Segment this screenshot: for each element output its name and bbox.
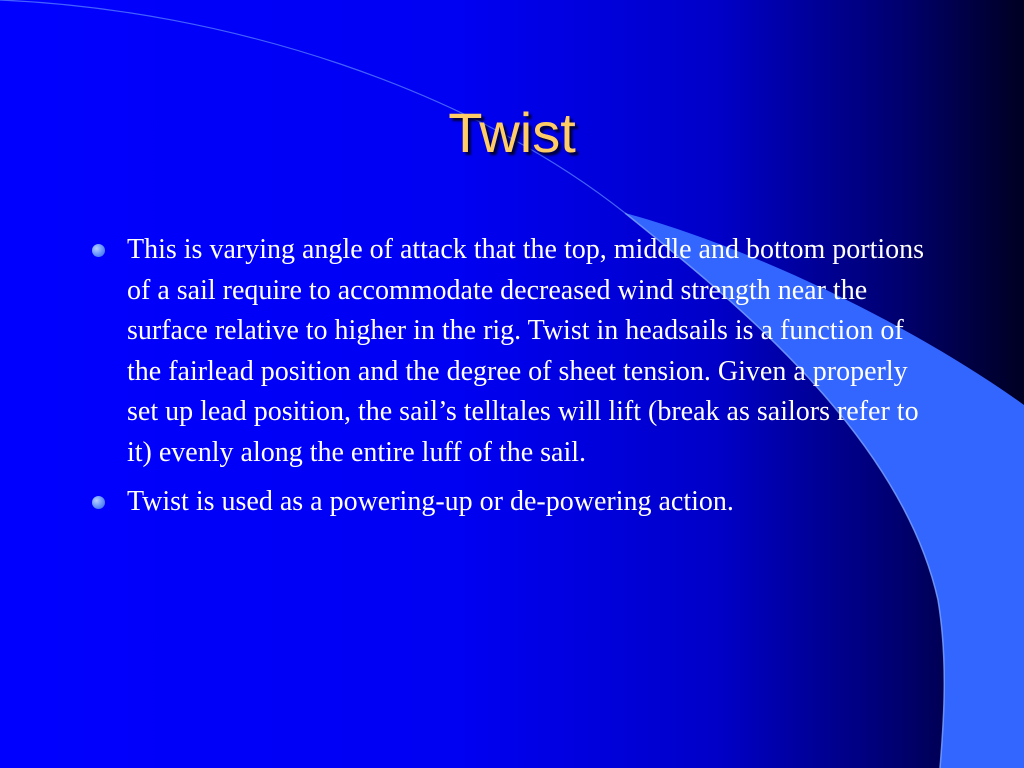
round-bullet-icon (92, 244, 105, 257)
round-bullet-icon (92, 496, 105, 509)
bullet-item (90, 482, 930, 523)
bullet-text: Twist is used as a powering-up or de-powering action. (127, 486, 734, 517)
bullet-text: This is varying angle of attack that the top, middle and bottom portions of a sail require to accommodate decreased wind strength near the surface relative to higher in the rig. Twist in headsails is a function of the fairlead position and the degree of sheet tension. Given a properly set up lead position, the sail’s telltales will lift (break as sailors refer to it) evenly along the entire luff of the sail. (127, 234, 925, 468)
bullet-list (90, 230, 930, 532)
bullet-item (90, 230, 930, 473)
slide-title: Twist (448, 101, 576, 164)
